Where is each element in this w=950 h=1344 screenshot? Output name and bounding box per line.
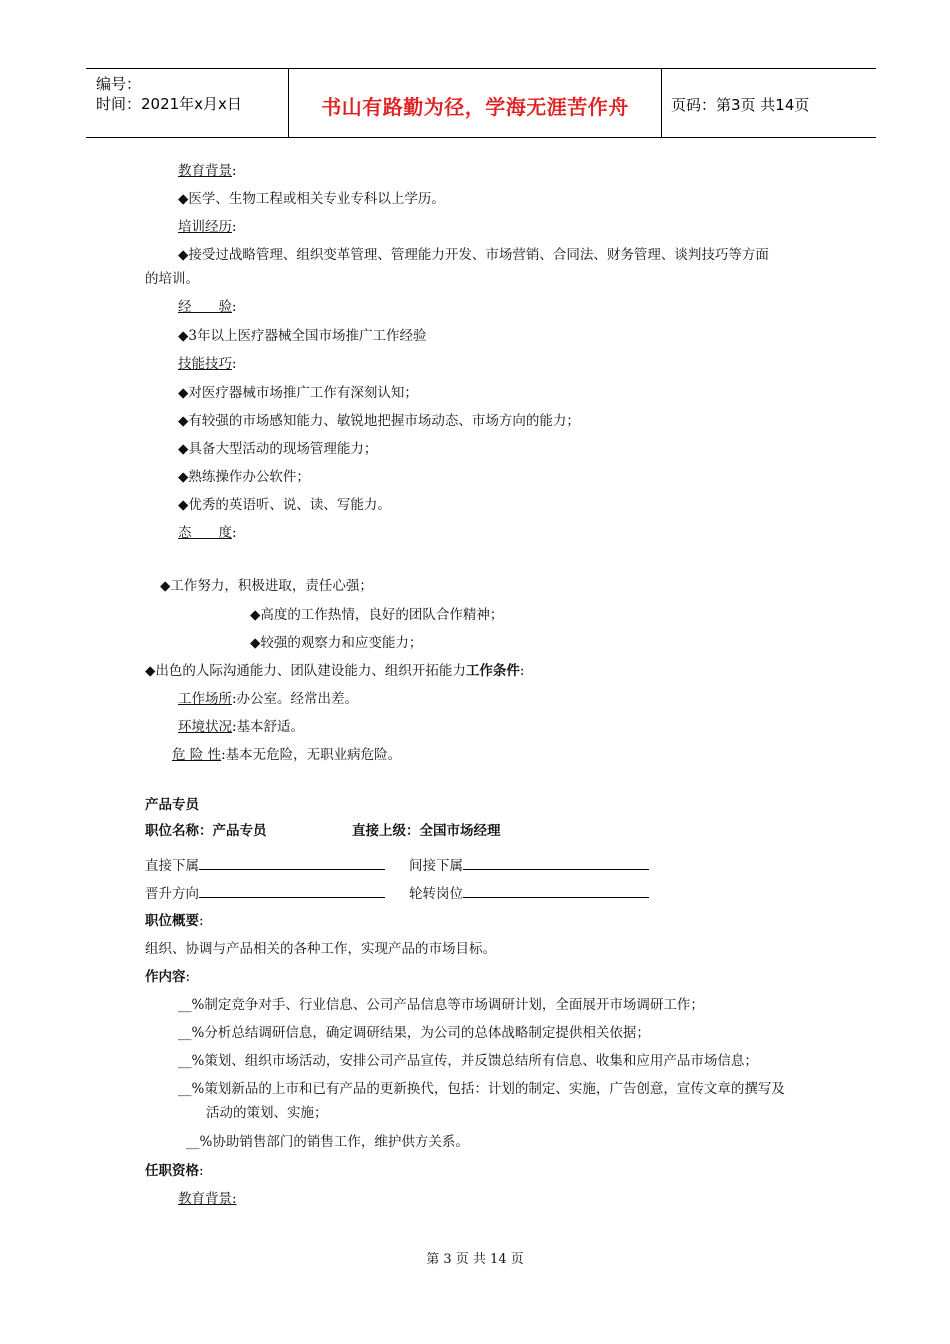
- header-page-info: 页码：第3页 共14页: [671, 96, 810, 114]
- direct-superior: 直接上级：全国市场经理: [352, 823, 501, 839]
- section-title: 产品专员: [145, 797, 199, 813]
- doc-number-label: 编号：: [96, 75, 142, 93]
- danger-label: 危 险 性: [172, 747, 222, 763]
- education-item: ◆医学、生物工程或相关专业专科以上学历。: [178, 191, 445, 207]
- environment-label: 环境状况: [178, 719, 232, 735]
- header-left-cell: [86, 69, 288, 137]
- training-heading: 培训经历: [178, 219, 232, 235]
- page-footer: 第 3 页 共 14 页: [426, 1252, 524, 1267]
- workplace-label: 工作场所: [178, 691, 232, 707]
- summary-heading-line: 职位概要:: [145, 913, 204, 929]
- education-heading-2: 教育背景:: [178, 1191, 237, 1207]
- work-conditions-heading: 工作条件: [465, 663, 520, 679]
- rotation-blank: [463, 884, 649, 898]
- skills-item: ◆具备大型活动的现场管理能力；: [178, 441, 378, 457]
- workplace-value: 办公室。经常出差。: [236, 691, 359, 707]
- doc-time-label: 时间：2021年x月x日: [96, 95, 242, 113]
- attitude-last-line: ◆出色的人际沟通能力、团队建设能力、组织开拓能力工作条件:: [145, 663, 525, 679]
- promotion-blank: [199, 884, 385, 898]
- direct-subordinate-label: 直接下属: [145, 858, 199, 874]
- training-item-line2: 的培训。: [145, 271, 199, 287]
- promotion-label: 晋升方向: [145, 886, 199, 902]
- attitude-item: ◆工作努力，积极进取，责任心强；: [160, 578, 373, 594]
- experience-heading: 经 验: [178, 299, 232, 315]
- education-heading-line: 教育背景:: [178, 163, 237, 179]
- header-motto: 书山有路勤为径，学海无涯苦作舟: [321, 95, 629, 119]
- attitude-heading-line: 态 度:: [178, 525, 237, 541]
- header-right-cell: [661, 69, 876, 137]
- content-item: __%策划新品的上市和已有产品的更新换代，包括：计划的制定、实施，广告创意，宣传文章的撰写及: [178, 1081, 785, 1097]
- attitude-last-item: ◆出色的人际沟通能力、团队建设能力、组织开拓能力: [145, 663, 466, 679]
- attitude-heading: 态 度: [178, 525, 232, 541]
- workplace-line: 工作场所:办公室。经常出差。: [178, 691, 359, 707]
- skills-item: ◆对医疗器械市场推广工作有深刻认知；: [178, 385, 418, 401]
- skills-heading: 技能技巧: [178, 356, 232, 372]
- content-heading: 作内容: [145, 969, 186, 985]
- position-name: 职位名称：产品专员: [145, 823, 267, 839]
- education-heading: 教育背景: [178, 163, 232, 179]
- indirect-subordinate-field: [409, 856, 649, 875]
- environment-value: 基本舒适。: [236, 719, 305, 735]
- training-item-line1: ◆接受过战略管理、组织变革管理、管理能力开发、市场营销、合同法、财务管理、谈判技巧等方面: [178, 247, 769, 263]
- skills-item: ◆有较强的市场感知能力、敏锐地把握市场动态、市场方向的能力；: [178, 413, 580, 429]
- indirect-subordinate-blank: [463, 856, 649, 870]
- content-item-continuation: 活动的策划、实施；: [206, 1105, 328, 1121]
- skills-heading-line: 技能技巧:: [178, 356, 237, 372]
- content-item: __%制定竞争对手、行业信息、公司产品信息等市场调研计划，全面展开市场调研工作；: [178, 997, 704, 1013]
- summary-heading: 职位概要: [145, 913, 199, 929]
- rotation-field: [409, 884, 649, 903]
- promotion-field: [145, 884, 385, 903]
- direct-subordinate-field: [145, 856, 385, 875]
- skills-item: ◆熟练操作办公软件；: [178, 469, 310, 485]
- attitude-item: ◆较强的观察力和应变能力；: [250, 635, 423, 651]
- content-item: __%策划、组织市场活动，安排公司产品宣传，并反馈总结所有信息、收集和应用产品市场信息；: [178, 1053, 758, 1069]
- qualification-heading-line: 任职资格:: [145, 1163, 204, 1179]
- direct-subordinate-blank: [199, 856, 385, 870]
- experience-item: ◆3年以上医疗器械全国市场推广工作经验: [178, 328, 427, 344]
- page-header: [86, 68, 876, 138]
- content-item: __%协助销售部门的销售工作，维护供方关系。: [186, 1134, 469, 1150]
- danger-line: 危 险 性:基本无危险，无职业病危险。: [172, 747, 402, 763]
- qualification-heading: 任职资格: [145, 1163, 199, 1179]
- header-motto-cell: [288, 69, 662, 137]
- summary-text: 组织、协调与产品相关的各种工作，实现产品的市场目标。: [145, 941, 496, 957]
- experience-heading-line: 经 验:: [178, 299, 237, 315]
- indirect-subordinate-label: 间接下属: [409, 858, 463, 874]
- skills-item: ◆优秀的英语听、说、读、写能力。: [178, 497, 391, 513]
- content-heading-line: 作内容:: [145, 969, 191, 985]
- danger-value: 基本无危险，无职业病危险。: [225, 747, 402, 763]
- rotation-label: 轮转岗位: [409, 886, 463, 902]
- training-heading-line: 培训经历:: [178, 219, 237, 235]
- attitude-item: ◆高度的工作热情，良好的团队合作精神；: [250, 607, 504, 623]
- environment-line: 环境状况:基本舒适。: [178, 719, 305, 735]
- content-item: __%分析总结调研信息，确定调研结果，为公司的总体战略制定提供相关依据；: [178, 1025, 650, 1041]
